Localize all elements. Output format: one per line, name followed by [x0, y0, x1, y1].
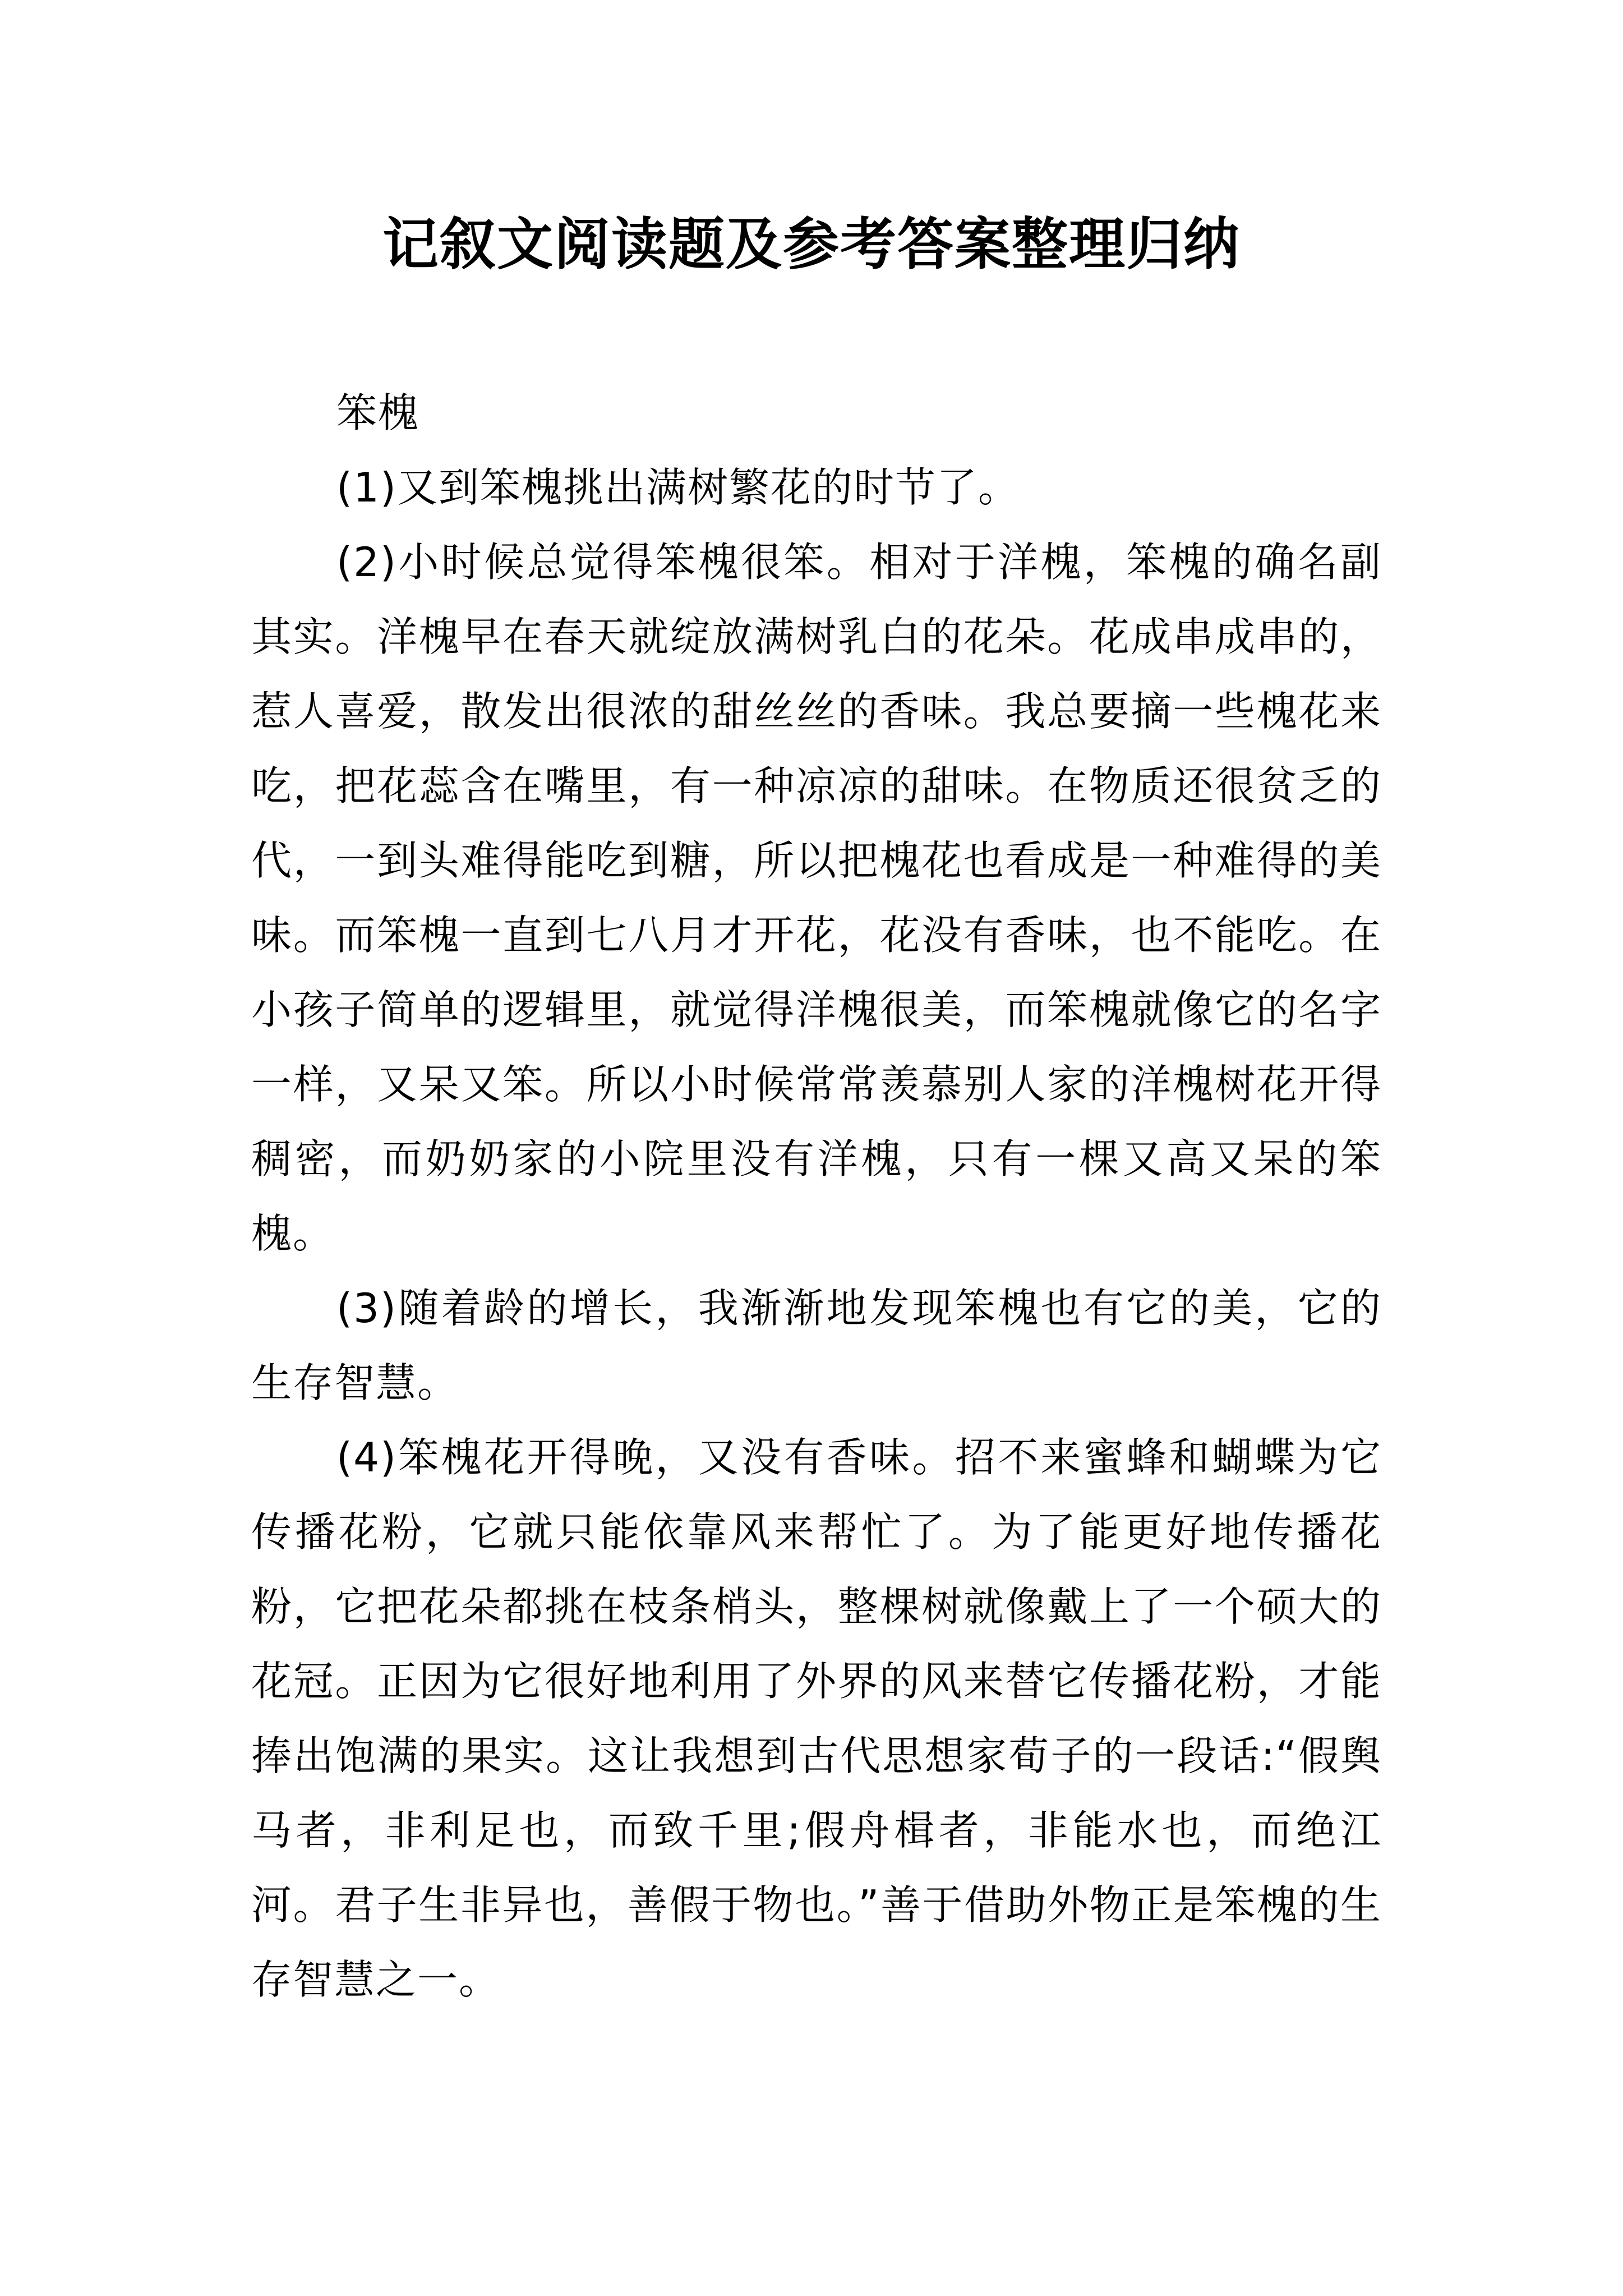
paragraph-3: (3)随着龄的增长，我渐渐地发现笨槐也有它的美，它的生存智慧。 — [251, 1285, 1382, 1406]
document-title: 记叙文阅读题及参考答案整理归纳 — [382, 211, 1241, 277]
article-title: 笨槐 — [336, 389, 420, 436]
article-body — [251, 376, 1382, 2017]
paragraph-2: (2)小时候总觉得笨槐很笨。相对于洋槐，笨槐的确名副其实。洋槐早在春天就绽放满树乳白的花朵。花成串成串的，惹人喜爱，散发出很浓的甜丝丝的香味。我总要摘一些槐花来吃，把花蕊含在嘴里，有一种凉凉的甜味。在物质还很贫乏的代，一到头难得能吃到糖，所以把槐花也看成是一种难得的美味。而笨槐一直到七八月才开花，花没有香味，也不能吃。在小孩子简单的逻辑里，就觉得洋槐很美，而笨槐就像它的名字一样，又呆又笨。所以小时候常常羡慕别人家的洋槐树花开得稠密，而奶奶家的小院里没有洋槐，只有一棵又高又呆的笨槐。 — [251, 539, 1382, 1257]
paragraph-4: (4)笨槐花开得晚，又没有香味。招不来蜜蜂和蝴蝶为它传播花粉，它就只能依靠风来帮忙了。为了能更好地传播花粉，它把花朵都挑在枝条梢头，整棵树就像戴上了一个硕大的花冠。正因为它很好地利用了外界的风来替它传播花粉，才能捧出饱满的果实。这让我想到古代思想家荀子的一段话:“假舆马者，非利足也，而致千里;假舟楫者，非能水也，而绝江河。君子生非异也，善假于物也。”善于借助外物正是笨槐的生存智慧之一。 — [251, 1434, 1382, 2003]
paragraph-1: (1)又到笨槐挑出满树繁花的时节了。 — [336, 464, 1020, 511]
